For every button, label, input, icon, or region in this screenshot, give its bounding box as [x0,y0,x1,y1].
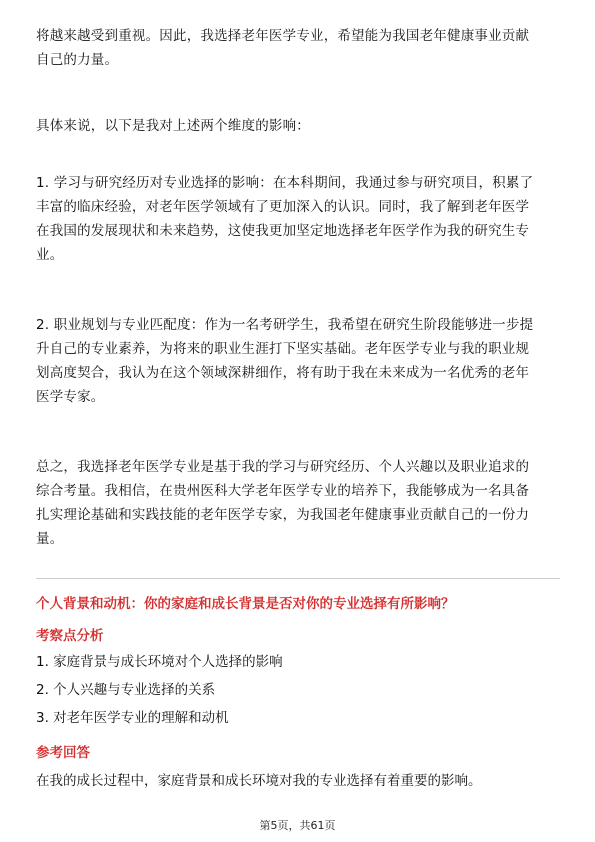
text-line: 1. 学习与研究经历对专业选择的影响：在本科期间，我通过参与研究项目，积累了 [36,175,534,191]
answer-heading: 参考回答 [36,745,90,761]
page-number: 第5页，共61页 [259,819,336,832]
text-line: 总之，我选择老年医学专业是基于我的学习与研究经历、个人兴趣以及职业追求的 [36,459,530,475]
text-line: 在我国的发展现状和未来趋势，这使我更加坚定地选择老年医学作为我的研究生专 [36,223,530,239]
text-line: 具体来说，以下是我对上述两个维度的影响： [36,118,310,134]
section-divider [36,578,560,579]
paragraph-intro [36,114,560,138]
text-line: 丰富的临床经验，对老年医学领域有了更加深入的认识。同时，我了解到老年医学 [36,199,530,215]
analysis-point: 1. 家庭背景与成长环境对个人选择的影响 [36,654,283,670]
text-line: 业。 [36,247,64,263]
analysis-heading: 考察点分析 [36,628,104,644]
text-line: 医学专家。 [36,389,105,405]
text-line: 扎实理论基础和实践技能的老年医学专家，为我国老年健康事业贡献自己的一份力 [36,507,530,523]
paragraph-point-1 [36,171,560,267]
text-line: 升自己的专业素养，为将来的职业生涯打下坚实基础。老年医学专业与我的职业规 [36,341,530,357]
question-title: 个人背景和动机：你的家庭和成长背景是否对你的专业选择有所影响？ [36,596,455,612]
text-line: 量。 [36,531,64,547]
analysis-point: 3. 对老年医学专业的理解和动机 [36,710,229,726]
text-line: 划高度契合，我认为在这个领域深耕细作，将有助于我在未来成为一名优秀的老年 [36,365,530,381]
paragraph-conclusion-lead [36,24,560,72]
answer-text: 在我的成长过程中，家庭背景和成长环境对我的专业选择有着重要的影响。 [36,773,482,789]
text-line: 2. 职业规划与专业匹配度：作为一名考研学生，我希望在研究生阶段能够进一步提 [36,317,534,333]
text-line: 综合考量。我相信，在贵州医科大学老年医学专业的培养下，我能够成为一名具备 [36,483,530,499]
paragraph-summary [36,455,560,551]
analysis-point: 2. 个人兴趣与专业选择的关系 [36,682,216,698]
paragraph-point-2 [36,313,560,409]
text-line: 将越来越受到重视。因此，我选择老年医学专业，希望能为我国老年健康事业贡献 [36,28,530,44]
text-line: 自己的力量。 [36,52,119,68]
